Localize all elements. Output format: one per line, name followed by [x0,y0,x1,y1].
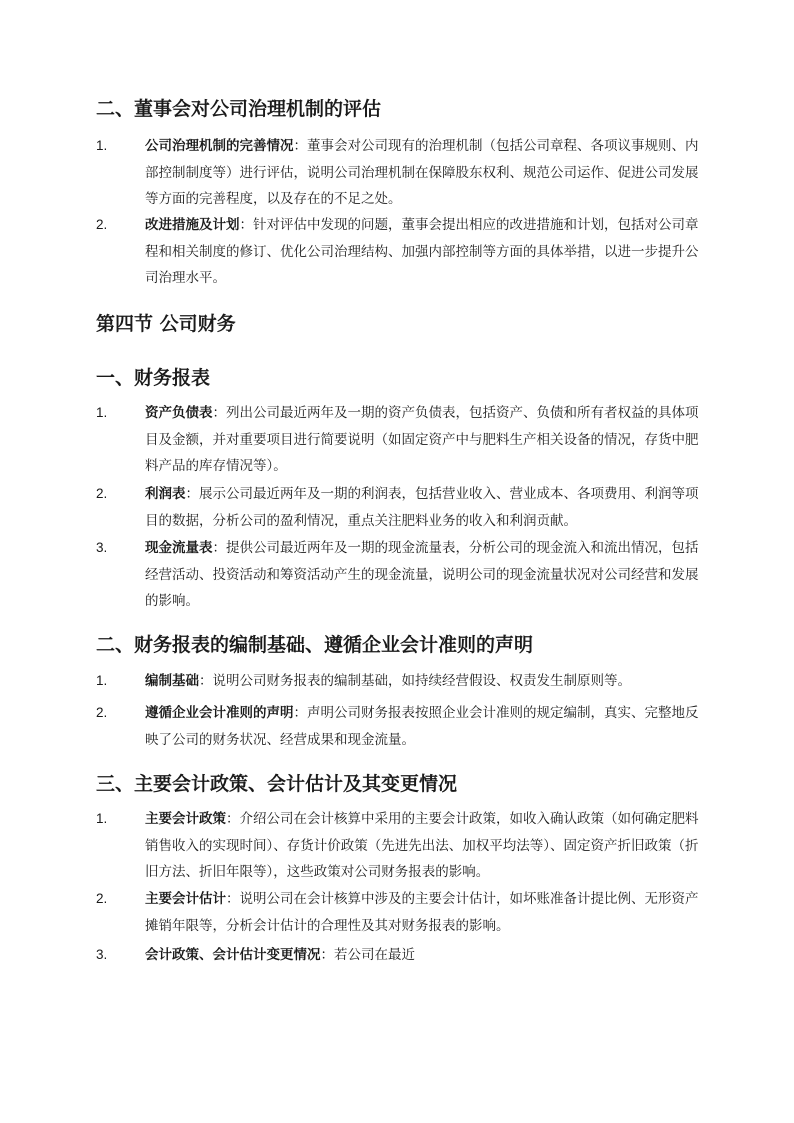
item-text: 介绍公司在会计核算中采用的主要会计政策，如收入确认政策（如何确定肥料销售收入的实现时间）、存货计价政策（先进先出法、加权平均法等）、固定资产折旧政策（折旧方法、折旧年限等），这些政策对公司财务报表的影响。 [145,811,699,880]
item-body [145,212,701,292]
item-lead: 资产负债表 [145,405,213,421]
item-number: 3. [96,947,108,962]
item-lead: 主要会计估计 [145,891,226,907]
item-lead: 编制基础 [145,673,199,689]
item-body [145,806,701,886]
item-body [145,942,701,969]
item-number: 2. [96,217,108,232]
item-separator: ： [212,405,226,421]
item-number: 3. [96,540,108,555]
item-lead: 会计政策、会计估计变更情况 [145,947,321,963]
item-separator: ： [226,891,240,907]
item-number: 2. [96,705,108,720]
item-lead: 现金流量表 [145,540,213,556]
section-heading-financial-statements: 一、财务报表 [96,367,211,389]
section-heading-preparation-basis: 二、财务报表的编制基础、遵循企业会计准则的声明 [96,634,534,656]
item-separator: ： [212,540,226,556]
item-body [145,535,701,615]
item-separator: ： [226,811,240,827]
item-number: 2. [96,891,108,906]
section-heading-accounting-policies: 三、主要会计政策、会计估计及其变更情况 [96,773,458,795]
item-lead: 公司治理机制的完善情况 [145,138,294,154]
item-text: 声明公司财务报表按照企业会计准则的规定编制，真实、完整地反映了公司的财务状况、经营成果和现金流量。 [145,705,699,748]
item-separator: ： [320,947,334,963]
item-text: 列出公司最近两年及一期的资产负债表，包括资产、负债和所有者权益的具体项目及金额，并对重要项目进行简要说明（如固定资产中与肥料生产相关设备的情况，存货中肥料产品的库存情况等）。 [145,405,699,474]
item-text: 说明公司财务报表的编制基础，如持续经营假设、权责发生制原则等。 [212,673,631,689]
item-body [145,133,701,213]
item-text: 针对评估中发现的问题，董事会提出相应的改进措施和计划，包括对公司章程和相关制度的修订、优化公司治理结构、加强内部控制等方面的具体举措，以进一步提升公司治理水平。 [145,217,699,286]
item-lead: 改进措施及计划 [145,217,240,233]
item-body [145,481,701,534]
item-separator: ： [239,217,253,233]
section-heading-governance-evaluation: 二、董事会对公司治理机制的评估 [96,98,382,120]
item-body [145,668,701,695]
item-text: 董事会对公司现有的治理机制（包括公司章程、各项议事规则、内部控制制度等）进行评估，说明公司治理机制在保障股东权利、规范公司运作、促进公司发展等方面的完善程度，以及存在的不足之处。 [145,138,699,207]
item-text: 展示公司最近两年及一期的利润表，包括营业收入、营业成本、各项费用、利润等项目的数据，分析公司的盈利情况，重点关注肥料业务的收入和利润贡献。 [145,486,699,529]
item-separator: ： [293,138,307,154]
item-number: 1. [96,138,108,153]
item-text: 提供公司最近两年及一期的现金流量表，分析公司的现金流入和流出情况，包括经营活动、投资活动和筹资活动产生的现金流量，说明公司的现金流量状况对公司经营和发展的影响。 [145,540,699,609]
item-separator: ： [199,673,213,689]
item-number: 1. [96,673,108,688]
item-text: 说明公司在会计核算中涉及的主要会计估计，如坏账准备计提比例、无形资产摊销年限等，分析会计估计的合理性及其对财务报表的影响。 [145,891,699,934]
item-separator: ： [293,705,307,721]
item-number: 2. [96,486,108,501]
item-text: 若公司在最近 [334,947,415,963]
item-lead: 主要会计政策 [145,811,226,827]
item-body [145,886,701,939]
item-body [145,700,701,753]
item-lead: 利润表 [145,486,186,502]
chapter-title: 第四节 公司财务 [96,313,236,335]
item-number: 1. [96,811,108,826]
item-body [145,400,701,480]
item-separator: ： [185,486,199,502]
item-number: 1. [96,405,108,420]
item-lead: 遵循企业会计准则的声明 [145,705,294,721]
